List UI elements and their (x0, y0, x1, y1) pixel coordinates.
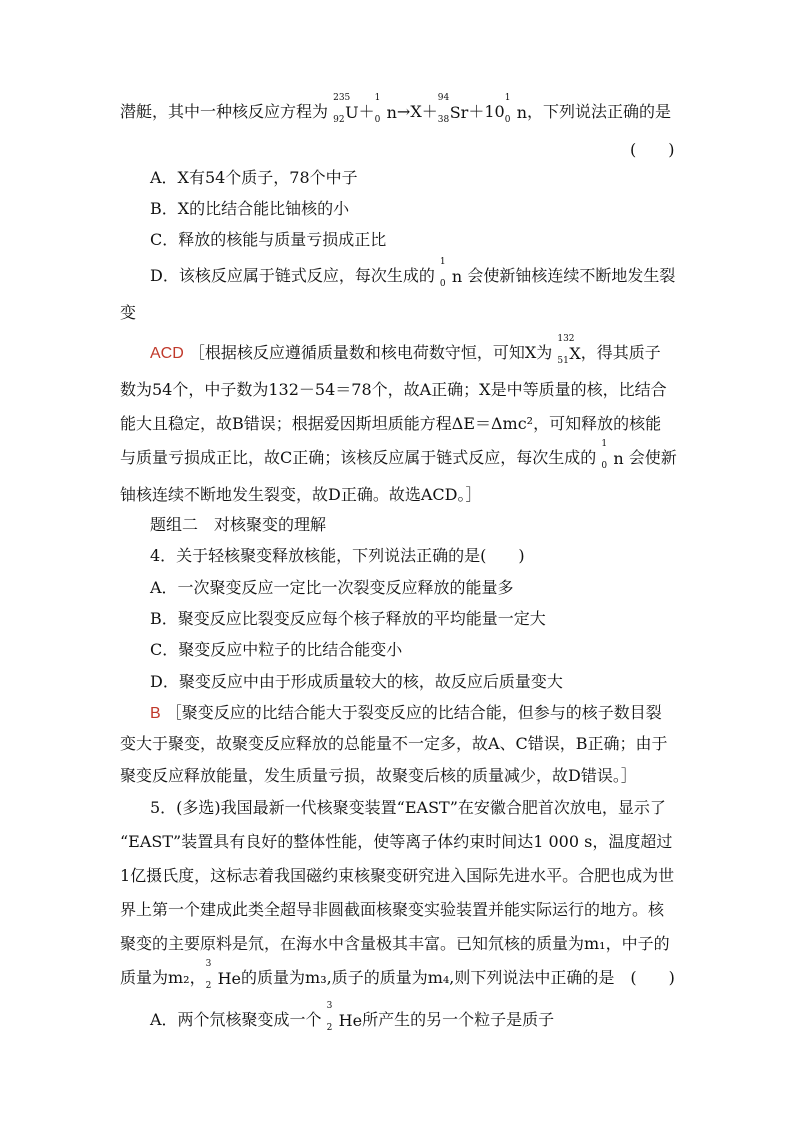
q3-explanation-line3: 能大且稳定，故B错误；根据爱因斯坦质能方程ΔE＝Δmc²，可知释放的核能 (120, 414, 662, 433)
uranium-nuclide: 235 92 U (333, 92, 359, 125)
q5-option-a: A．两个氘核聚变成一个 3 2 He所产生的另一个粒子是质子 (150, 1000, 555, 1033)
q4-option-d: D．聚变反应中由于形成质量较大的核，故反应后质量变大 (150, 672, 563, 691)
neutron-nuclide: 1 0 n (601, 438, 624, 471)
q5-stem-line6: 质量为m₂， 3 2 He的质量为m₃,质子的质量为m₄,则下列说法中正确的是 ( ) (120, 958, 675, 991)
q4-option-c: C．聚变反应中粒子的比结合能变小 (150, 640, 403, 659)
q4-stem: 4．关于轻核聚变释放核能，下列说法正确的是( ) (150, 546, 525, 565)
strontium-nuclide: 94 38 Sr (437, 92, 469, 125)
q3-answer-bracket: ( ) (630, 140, 675, 159)
q5-stem-line4: 界上第一个建成此类全超导非圆截面核聚变实验装置并能实际运行的地方。核 (120, 900, 665, 919)
q4-option-a: A．一次聚变反应一定比一次裂变反应释放的能量多 (150, 578, 514, 597)
q5-stem-line5: 聚变的主要原料是氘，在海水中含量极其丰富。已知氘核的质量为m₁，中子的 (120, 934, 670, 953)
q5-stem-line1: 5．(多选)我国最新一代核聚变装置“EAST”在安徽合肥首次放电，显示了 (150, 798, 666, 817)
q3-explanation-line5: 铀核连续不断地发生裂变，故D正确。故选ACD。］ (120, 485, 482, 504)
q3-stem-line1: 潜艇，其中一种核反应方程为 235 92 U＋ 1 0 n→X＋ 94 38 Sr＋10 1 0 n，下列说法正确的是 (120, 92, 672, 125)
neutron-nuclide: 1 0 n (374, 92, 397, 125)
q5-stem-line3: 1亿摄氏度，这标志着我国磁约束核聚变研究进入国际先进水平。合肥也成为世 (120, 866, 675, 885)
q4-option-b: B．聚变反应比裂变反应每个核子释放的平均能量一定大 (150, 609, 546, 628)
q3-answer-label: ACD (150, 345, 184, 362)
x-nuclide: 132 51 X (557, 333, 581, 366)
helium3-nuclide: 3 2 He (205, 958, 242, 991)
q3-explanation-line1: ACD ［根据核反应遵循质量数和核电荷数守恒，可知X为 132 51 X，得其质子 (150, 333, 661, 366)
q4-explanation-line1: B ［聚变反应的比结合能大于裂变反应的比结合能，但参与的核子数目裂 (150, 703, 662, 722)
q3-explanation-line4: 与质量亏损成正比，故C正确；该核反应属于链式反应，每次生成的 1 0 n 会使新 (120, 438, 677, 471)
neutron-nuclide: 1 0 n (504, 92, 528, 125)
group2-title: 题组二 对核聚变的理解 (150, 515, 327, 534)
helium3-nuclide: 3 2 He (326, 1000, 363, 1033)
q5-stem-line2: “EAST”装置具有良好的整体性能，使等离子体约束时间达1 000 s，温度超过 (120, 832, 673, 851)
q3-option-c: C．释放的核能与质量亏损成正比 (150, 230, 387, 249)
q3-explanation-line2: 数为54个，中子数为132－54＝78个，故A正确；X是中等质量的核，比结合 (120, 380, 667, 399)
q4-explanation-line3: 聚变反应释放能量，发生质量亏损，故聚变后核的质量减少，故D错误。］ (120, 766, 637, 785)
q3-option-d-cont: 变 (120, 303, 137, 322)
q3-option-a: A．X有54个质子，78个中子 (150, 168, 358, 187)
q4-explanation-line2: 变大于聚变，故聚变反应释放的总能量不一定多，故A、C错误，B正确；由于 (120, 734, 668, 753)
q4-answer-label: B (150, 705, 161, 722)
neutron-nuclide: 1 0 n (439, 256, 463, 289)
q3-option-b: B．X的比结合能比铀核的小 (150, 199, 350, 218)
q3-option-d: D．该核反应属于链式反应，每次生成的 1 0 n 会使新铀核连续不断地发生裂 (150, 256, 676, 289)
